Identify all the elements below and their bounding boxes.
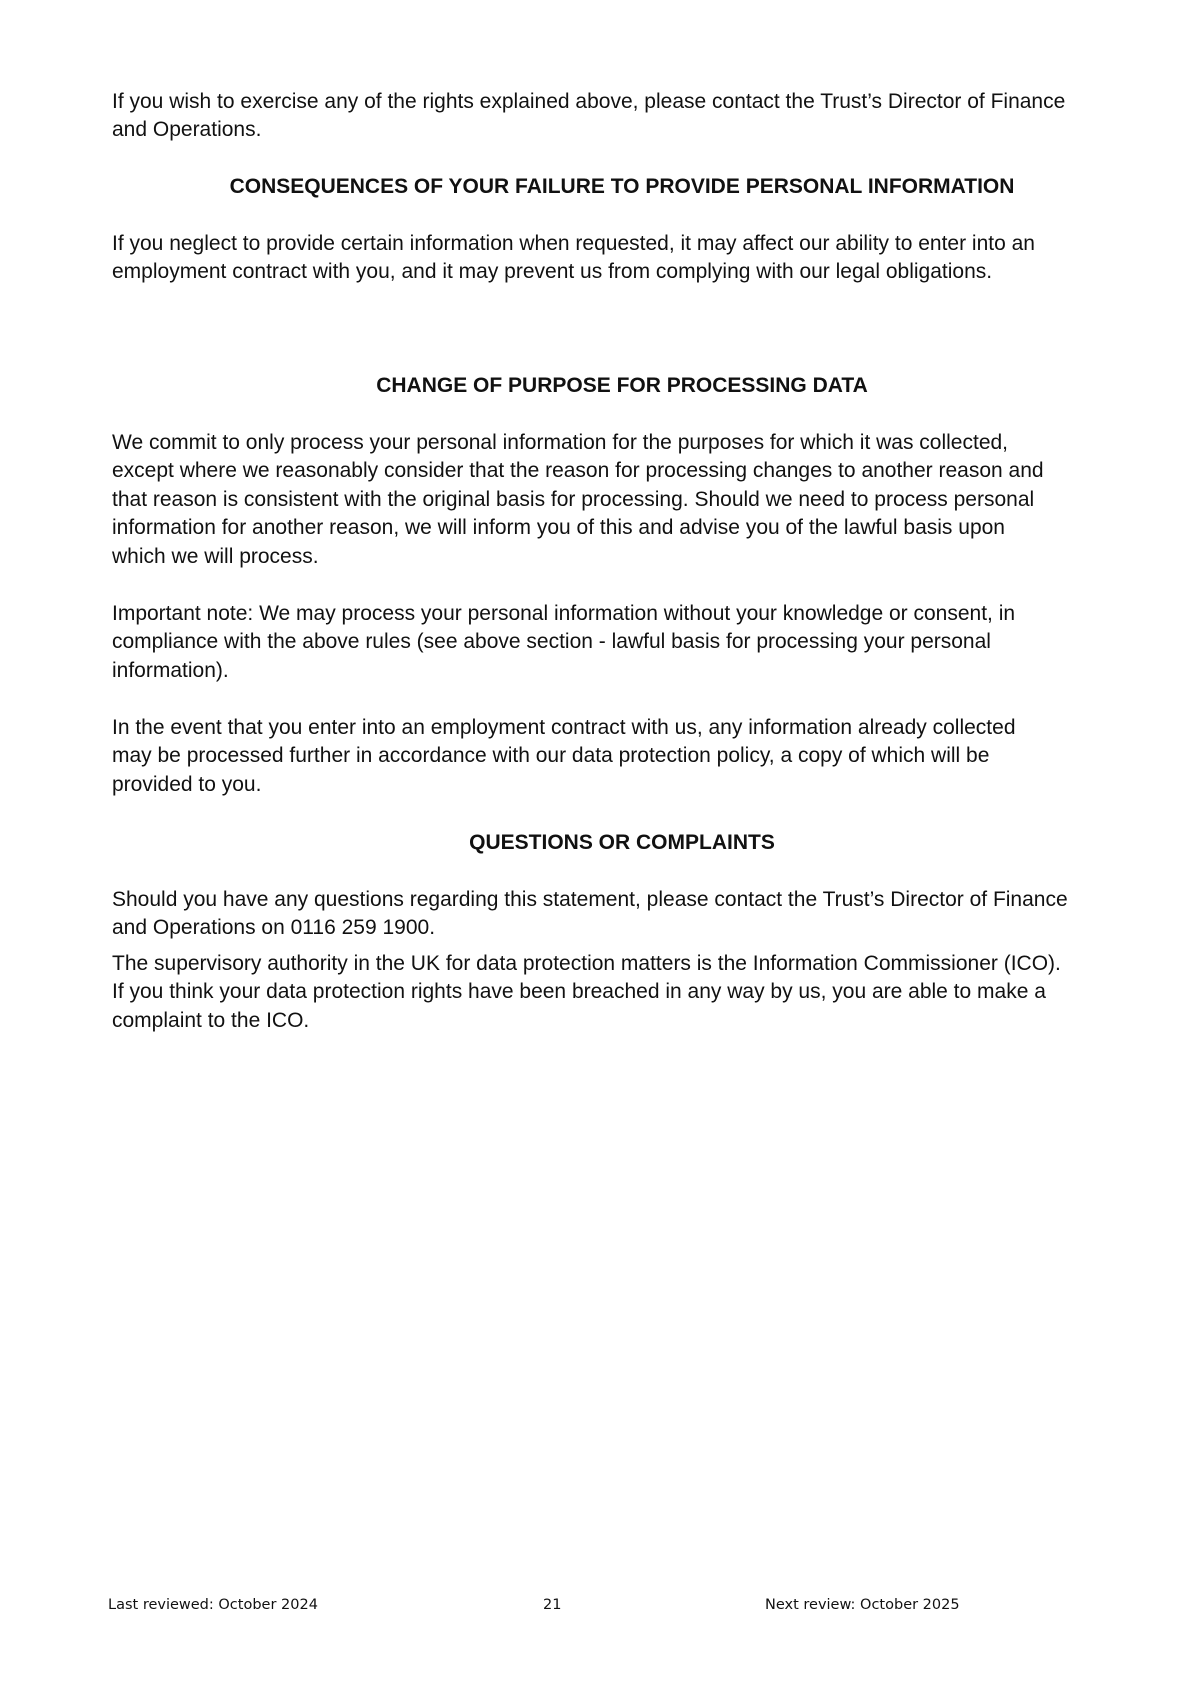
text-line: The supervisory authority in the UK for data protection matters is the Information Commissioner (ICO). bbox=[112, 952, 1061, 975]
text-line: which we will process. bbox=[112, 544, 319, 568]
paragraph-employment-contract bbox=[112, 714, 1132, 799]
paragraph-questions bbox=[112, 886, 1132, 943]
text-line: employment contract with you, and it may prevent us from complying with our legal obligations. bbox=[112, 260, 993, 284]
text-line: may be processed further in accordance with our data protection policy, a copy of which will be bbox=[112, 744, 990, 768]
text-line: compliance with the above rules (see above section - lawful basis for processing your personal bbox=[112, 630, 991, 654]
text-line: In the event that you enter into an employment contract with us, any information already collected bbox=[112, 716, 1016, 739]
footer-page-number: 21 bbox=[543, 1597, 562, 1613]
paragraph-important-note bbox=[112, 600, 1132, 685]
text-line: information). bbox=[112, 658, 229, 682]
text-line: If you think your data protection rights have been breached in any way by us, you are able to make a bbox=[112, 980, 1046, 1004]
text-line: provided to you. bbox=[112, 772, 262, 796]
footer-next-review: Next review: October 2025 bbox=[765, 1597, 960, 1613]
text-line: information for another reason, we will inform you of this and advise you of the lawful basis upon bbox=[112, 516, 1005, 540]
paragraph-commit bbox=[112, 429, 1132, 571]
text-line: and Operations on 0116 259 1900. bbox=[112, 916, 436, 940]
heading-change-of-purpose: CHANGE OF PURPOSE FOR PROCESSING DATA bbox=[376, 374, 868, 397]
text-line: and Operations. bbox=[112, 118, 262, 142]
text-line: except where we reasonably consider that the reason for processing changes to another reason and bbox=[112, 459, 1044, 483]
heading-consequences: CONSEQUENCES OF YOUR FAILURE TO PROVIDE PERSONAL INFORMATION bbox=[229, 175, 1015, 198]
paragraph-exercise-rights bbox=[112, 88, 1132, 145]
footer-last-reviewed: Last reviewed: October 2024 bbox=[108, 1597, 318, 1613]
text-line: that reason is consistent with the original basis for processing. Should we need to process personal bbox=[112, 487, 1035, 511]
heading-questions: QUESTIONS OR COMPLAINTS bbox=[469, 831, 775, 854]
paragraph-ico bbox=[112, 950, 1132, 1035]
text-line: If you wish to exercise any of the rights explained above, please contact the Trust’s Director of Finance bbox=[112, 90, 1066, 113]
text-line: Should you have any questions regarding this statement, please contact the Trust’s Director of Finance bbox=[112, 888, 1068, 911]
text-line: If you neglect to provide certain information when requested, it may affect our ability to enter into an bbox=[112, 232, 1035, 255]
text-line: Important note: We may process your personal information without your knowledge or consent, in bbox=[112, 602, 1016, 625]
paragraph-consequences bbox=[112, 230, 1132, 287]
text-line: We commit to only process your personal information for the purposes for which it was collected, bbox=[112, 431, 1009, 454]
text-line: complaint to the ICO. bbox=[112, 1008, 310, 1032]
